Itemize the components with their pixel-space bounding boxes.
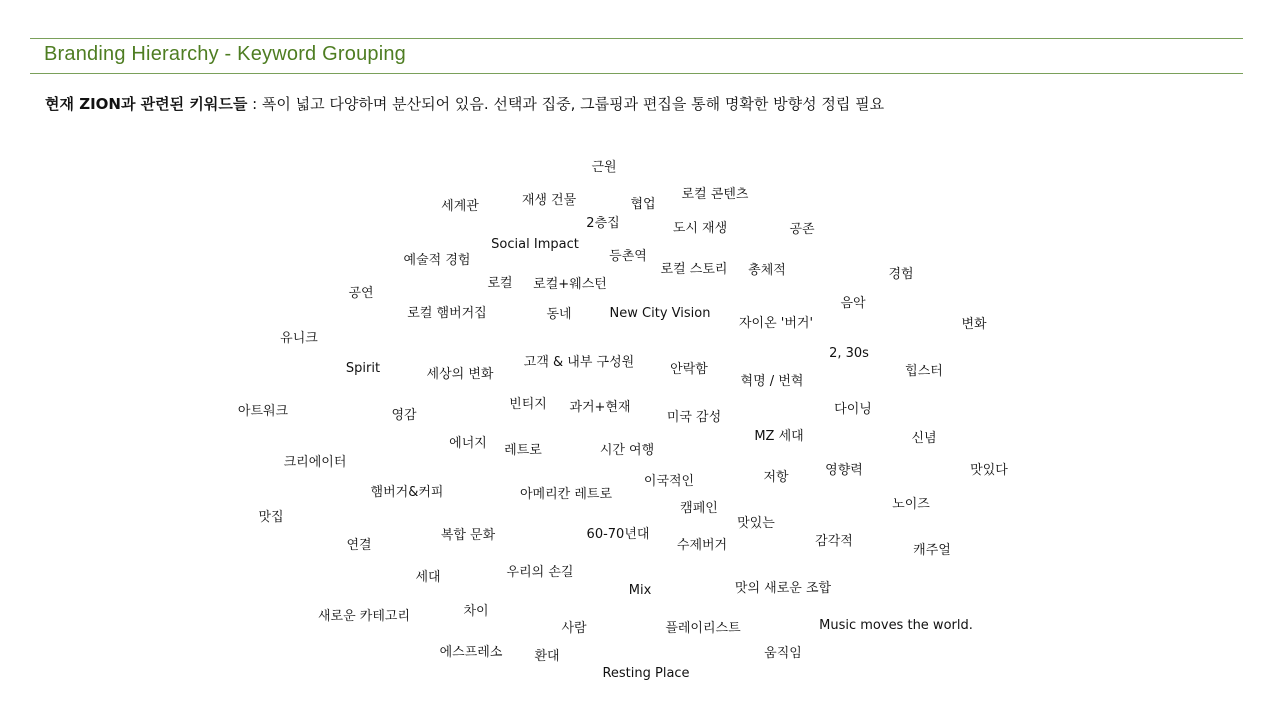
keyword: 안락함 xyxy=(670,362,708,377)
keyword: Social Impact xyxy=(491,237,579,252)
keyword: 맛있는 xyxy=(737,516,775,531)
keyword: 캠페인 xyxy=(680,501,718,516)
keyword: 도시 재생 xyxy=(672,221,728,236)
keyword: 예술적 경험 xyxy=(403,253,471,268)
keyword: 공존 xyxy=(789,222,815,237)
keyword: 노이즈 xyxy=(892,497,930,512)
summary-text: : 폭이 넓고 다양하며 분산되어 있음. 선택과 집중, 그룹핑과 편집을 통해 명확한 방향성 정립 필요 xyxy=(247,95,885,113)
keyword: 혁명 / 번혁 xyxy=(740,374,804,389)
keyword: 총체적 xyxy=(748,263,786,278)
slide-title: Branding Hierarchy - Keyword Grouping xyxy=(44,43,407,65)
keyword: Spirit xyxy=(345,361,381,376)
keyword: 움직임 xyxy=(764,646,802,661)
keyword: 맛집 xyxy=(258,510,284,525)
keyword: 2층집 xyxy=(586,216,620,231)
keyword: 세계관 xyxy=(441,199,479,214)
keyword: MZ 세대 xyxy=(754,429,804,444)
keyword: 로컬+웨스턴 xyxy=(533,277,607,292)
keyword: 유니크 xyxy=(280,331,318,346)
keyword: Resting Place xyxy=(602,666,690,681)
keyword: 다이닝 xyxy=(834,402,872,417)
keyword: 사람 xyxy=(561,621,587,636)
keyword: 플레이리스트 xyxy=(665,621,741,636)
keyword: 로컬 콘텐츠 xyxy=(681,187,749,202)
keyword: 에너지 xyxy=(449,436,487,451)
keyword: 로컬 스토리 xyxy=(660,262,728,277)
keyword: 협업 xyxy=(630,197,656,212)
keyword: 이국적인 xyxy=(643,474,695,489)
keyword: 환대 xyxy=(534,649,560,664)
keyword: 세대 xyxy=(415,570,441,585)
keyword: 동네 xyxy=(546,307,572,322)
keyword: 빈티지 xyxy=(509,397,547,412)
keyword: 60-70년대 xyxy=(586,527,650,542)
keyword: 미국 감성 xyxy=(666,410,722,425)
keyword: 재생 건물 xyxy=(521,193,577,208)
keyword: 캐주얼 xyxy=(913,543,951,558)
keyword: 맛의 새로운 조합 xyxy=(734,581,832,596)
keyword: 새로운 카테고리 xyxy=(317,609,411,624)
keyword: 힙스터 xyxy=(905,364,943,379)
keyword: 시간 여행 xyxy=(599,443,655,458)
keyword: 공연 xyxy=(348,286,374,301)
keyword: 신념 xyxy=(911,431,937,446)
keyword: 영향력 xyxy=(825,463,863,478)
keyword: 경험 xyxy=(888,267,914,282)
keyword: 복합 문화 xyxy=(440,528,496,543)
keyword: 영감 xyxy=(391,408,417,423)
keyword: 수제버거 xyxy=(676,538,728,553)
keyword: 아메리칸 레트로 xyxy=(519,487,613,502)
keyword: 2, 30s xyxy=(829,346,869,361)
keyword: 세상의 변화 xyxy=(426,367,494,382)
keyword: 우리의 손길 xyxy=(506,565,574,580)
keyword: 햄버거&커피 xyxy=(370,485,444,500)
keyword: 자이온 '버거' xyxy=(738,316,814,331)
keyword: 저항 xyxy=(763,470,789,485)
keyword: 과거+현재 xyxy=(569,400,631,415)
keyword: 차이 xyxy=(463,604,489,619)
keyword: 변화 xyxy=(961,317,987,332)
keyword: 에스프레소 xyxy=(439,645,503,660)
keyword: Music moves the world. xyxy=(819,618,973,633)
keyword: 근원 xyxy=(591,160,617,175)
keyword: 레트로 xyxy=(504,443,542,458)
keyword: 음악 xyxy=(840,296,866,311)
keyword: Mix xyxy=(628,583,652,598)
keyword: 크리에이터 xyxy=(283,455,347,470)
keyword: 등촌역 xyxy=(609,249,647,264)
keyword: 아트워크 xyxy=(237,404,289,419)
keyword: 감각적 xyxy=(815,534,853,549)
keyword: 로컬 햄버거집 xyxy=(407,306,487,321)
keyword: 로컬 xyxy=(487,276,513,291)
keyword: 연결 xyxy=(346,538,372,553)
summary-lead: 현재 ZION과 관련된 키워드들 xyxy=(45,95,248,113)
keyword: 맛있다 xyxy=(970,463,1008,478)
keyword: New City Vision xyxy=(609,306,711,321)
keyword: 고객 & 내부 구성원 xyxy=(523,355,635,370)
